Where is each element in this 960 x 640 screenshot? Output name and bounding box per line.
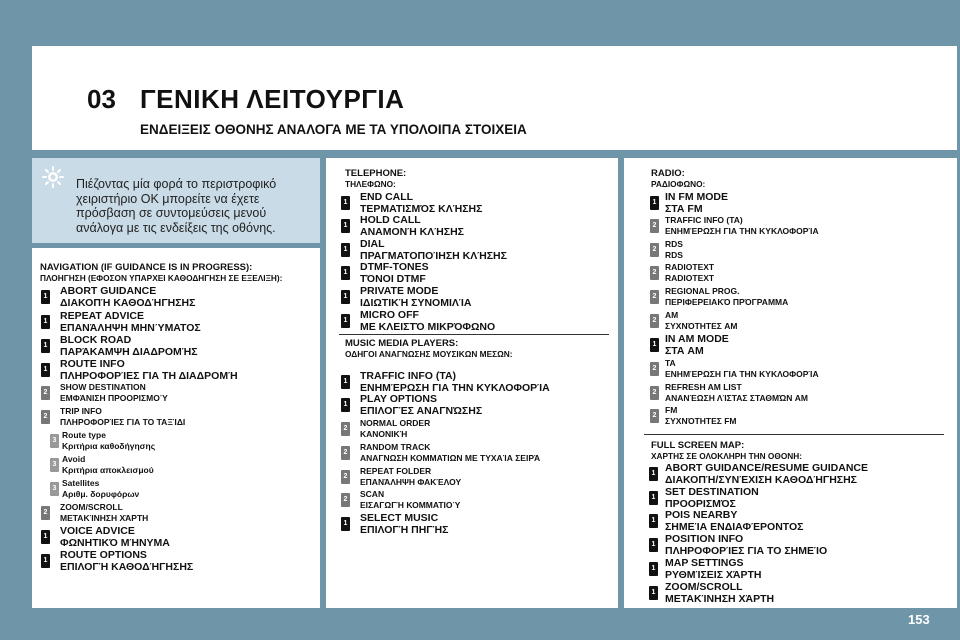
- menu-level-badge: 2: [650, 362, 659, 376]
- menu-item[interactable]: [665, 334, 729, 357]
- menu-level-badge: 1: [341, 219, 350, 233]
- menu-item[interactable]: [62, 454, 154, 476]
- menu-level-badge: 1: [649, 491, 658, 505]
- menu-item-label-gr: ΔΙΑΚΟΠΉ ΚΑΘΟΔΉΓΗΣΗΣ: [60, 296, 196, 309]
- menu-item-label-gr: ΕΝΗΜΈΡΩΣΗ ΓΙΑ ΤΗΝ ΚΥΚΛΟΦΟΡΊΑ: [665, 369, 819, 379]
- menu-level-badge: 2: [41, 410, 50, 424]
- menu-item-label-en: IN AM MODE: [665, 333, 729, 345]
- menu-level-badge: 1: [341, 290, 350, 304]
- page-subtitle: ΕΝΔΕΙΞΕΙΣ ΟΘΟΝΗΣ ΑΝΑΛΟΓΑ ΜΕ ΤΑ ΥΠΟΛΟΙΠΑ ΣΤΟΙΧΕΙΑ: [140, 122, 527, 137]
- menu-item[interactable]: [360, 215, 464, 238]
- menu-item-label-gr: ΠΑΡΆΚΑΜΨΗ ΔΙΑΔΡΟΜΉΣ: [60, 345, 198, 358]
- menu-item-label-gr: ΠΛΗΡΟΦΟΡΊΕΣ ΓΙΑ ΤΟ ΣΗΜΕΊΟ: [665, 544, 828, 557]
- menu-item-label-en: Route type: [62, 430, 106, 440]
- menu-item[interactable]: [665, 310, 737, 332]
- menu-item-label-en: NORMAL ORDER: [360, 418, 431, 428]
- menu-item-label-en: MAP SETTINGS: [665, 557, 744, 569]
- menu-level-badge: 1: [41, 290, 50, 304]
- menu-item-label-gr: RDS: [665, 250, 683, 260]
- menu-item[interactable]: [360, 262, 429, 285]
- menu-item[interactable]: [665, 582, 774, 605]
- menu-item-label-en: ZOOM/SCROLL: [665, 581, 743, 593]
- menu-item-label-gr: ΑΝΑΝΈΩΣΗ ΛΊΣΤΑΣ ΣΤΑΘΜΏΝ AM: [665, 393, 808, 403]
- menu-item-label-en: RANDOM TRACK: [360, 442, 431, 452]
- menu-item-label-en: AM: [665, 310, 679, 320]
- navigation-section-title: [40, 262, 282, 284]
- menu-item-label-gr: ΣΤΑ AM: [665, 344, 704, 357]
- page-title: ΓΕΝΙΚΗ ΛΕΙΤΟΥΡΓΙΑ: [140, 84, 405, 114]
- section-title-gr: ΡΑΔΙΟΦΩΝΟ:: [651, 179, 706, 189]
- menu-item-label-en: ABORT GUIDANCE/RESUME GUIDANCE: [665, 462, 869, 474]
- menu-item[interactable]: [60, 550, 193, 573]
- telephone-section-title: [345, 168, 406, 190]
- menu-level-badge: 2: [650, 243, 659, 257]
- menu-item[interactable]: [62, 478, 139, 500]
- music-section-title: [345, 338, 513, 360]
- menu-item[interactable]: [665, 262, 714, 284]
- page-header: [32, 46, 957, 150]
- menu-item-label-gr: ΜΕ ΚΛΕΙΣΤΌ ΜΙΚΡΌΦΩΝΟ: [360, 320, 496, 333]
- menu-item-label-gr: ΤΌΝΟΙ DTMF: [360, 272, 426, 285]
- menu-item[interactable]: [62, 430, 155, 452]
- menu-item-label-gr: ΡΥΘΜΊΣΕΙΣ ΧΆΡΤΗ: [665, 568, 762, 581]
- menu-item[interactable]: [360, 442, 540, 464]
- menu-item-label-en: REPEAT FOLDER: [360, 466, 432, 476]
- section-title-gr: ΤΗΛΕΦΩΝΟ:: [345, 179, 396, 189]
- menu-item-label-en: RDS: [665, 239, 683, 249]
- menu-item[interactable]: [665, 239, 683, 261]
- section-title-gr: ΧΑΡΤΗΣ ΣΕ ΟΛΟΚΛΗΡΗ ΤΗΝ ΟΘΟΝΗ:: [651, 451, 803, 461]
- menu-item-label-en: MICRO OFF: [360, 309, 419, 321]
- menu-item-label-en: ROUTE INFO: [60, 358, 125, 370]
- menu-level-badge: 1: [341, 243, 350, 257]
- menu-item-label-en: TRAFFIC INFO (TA): [360, 370, 457, 382]
- menu-item-label-en: SET DESTINATION: [665, 486, 759, 498]
- menu-item-label-en: Avoid: [62, 454, 86, 464]
- menu-item-label-en: TRAFFIC INFO (TA): [665, 215, 743, 225]
- menu-level-badge: 1: [341, 266, 350, 280]
- menu-item-label-gr: ΕΜΦΆΝΙΣΗ ΠΡΟΟΡΙΣΜΟΎ: [60, 393, 168, 403]
- menu-item[interactable]: [665, 382, 808, 404]
- menu-item[interactable]: [360, 286, 471, 309]
- menu-item-label-gr: ΜΕΤΑΚΊΝΗΣΗ ΧΆΡΤΗ: [60, 513, 149, 523]
- menu-item-label-en: POIS NEARBY: [665, 509, 738, 521]
- menu-level-badge: 1: [341, 314, 350, 328]
- menu-level-badge: 2: [650, 386, 659, 400]
- menu-level-badge: 2: [650, 266, 659, 280]
- menu-item[interactable]: [60, 502, 148, 524]
- menu-level-badge: 3: [50, 458, 59, 472]
- menu-item-label-en: BLOCK ROAD: [60, 334, 132, 346]
- menu-item-label-en: REGIONAL PROG.: [665, 286, 740, 296]
- menu-level-badge: 1: [650, 196, 659, 210]
- menu-item-label-gr: ΕΝΗΜΈΡΩΣΗ ΓΙΑ ΤΗΝ ΚΥΚΛΟΦΟΡΊΑ: [360, 381, 550, 394]
- menu-level-badge: 2: [341, 422, 350, 436]
- menu-item-label-gr: ΣΤΑ FM: [665, 202, 703, 215]
- menu-level-badge: 1: [341, 398, 350, 412]
- chapter-number: 03: [87, 84, 116, 114]
- menu-item-label-gr: ΠΛΗΡΟΦΟΡΊΕΣ ΓΙΑ ΤΗ ΔΙΑΔΡΟΜΉ: [60, 369, 238, 382]
- menu-level-badge: 2: [650, 219, 659, 233]
- menu-item-label-gr: ΣΗΜΕΊΑ ΕΝΔΙΑΦΈΡΟΝΤΟΣ: [665, 520, 804, 533]
- menu-level-badge: 2: [341, 470, 350, 484]
- divider: [644, 434, 944, 435]
- menu-item-label-en: PLAY OPTIONS: [360, 393, 438, 405]
- menu-level-badge: 1: [41, 339, 50, 353]
- menu-item-label-gr: ΕΝΗΜΈΡΩΣΗ ΓΙΑ ΤΗΝ ΚΥΚΛΟΦΟΡΊΑ: [665, 226, 819, 236]
- menu-item-label-gr: ΦΩΝΗΤΙΚΌ ΜΉΝΥΜΑ: [60, 536, 170, 549]
- menu-item-label-gr: RADIOTEXT: [665, 273, 715, 283]
- section-title-en: MUSIC MEDIA PLAYERS:: [345, 338, 459, 349]
- menu-level-badge: 3: [50, 434, 59, 448]
- menu-item[interactable]: [60, 406, 185, 428]
- menu-level-badge: 2: [41, 386, 50, 400]
- menu-item[interactable]: [60, 335, 198, 358]
- menu-item[interactable]: [60, 382, 168, 404]
- menu-level-badge: 1: [41, 530, 50, 544]
- section-title-gr: ΠΛΟΗΓΗΣΗ (ΕΦΟΣΟΝ ΥΠΑΡΧΕΙ ΚΑΘΟΔΗΓΗΣΗ ΣΕ ΕΞΕΛΙΞΗ):: [40, 273, 283, 283]
- menu-item[interactable]: [60, 286, 195, 309]
- menu-item-label-gr: ΑΝΑΜΟΝΉ ΚΛΉΣΗΣ: [360, 225, 464, 238]
- menu-level-badge: 1: [650, 338, 659, 352]
- menu-item-label-en: DTMF-TONES: [360, 261, 429, 273]
- menu-item-label-en: RADIOTEXT: [665, 262, 715, 272]
- menu-item[interactable]: [360, 513, 448, 536]
- tip-text: Πιέζοντας μία φορά το περιστροφικό χειριστήριο OK μπορείτε να έχετε πρόσβαση σε συντομεύσεις μενού ανάλογα με τις ενδείξεις της οθόνης.: [76, 177, 277, 235]
- menu-item[interactable]: [665, 510, 803, 533]
- menu-item-label-gr: ΕΙΣΑΓΩΓΉ ΚΟΜΜΑΤΙΟΎ: [360, 500, 461, 510]
- menu-item-label-gr: ΚΑΝΟΝΙΚΉ: [360, 429, 408, 439]
- menu-item-label-gr: ΕΠΑΝΆΛΗΨΗ ΦΑΚΈΛΟΥ: [360, 477, 462, 487]
- menu-item[interactable]: [360, 371, 550, 394]
- menu-item-label-en: TRIP INFO: [60, 406, 102, 416]
- menu-item-label-en: ABORT GUIDANCE: [60, 285, 157, 297]
- page-number: 153: [908, 612, 930, 627]
- menu-item[interactable]: [360, 310, 495, 333]
- menu-item-label-gr: ΔΙΑΚΟΠΉ/ΣΥΝΈΧΙΣΗ ΚΑΘΟΔΉΓΗΣΗΣ: [665, 473, 857, 486]
- menu-item-label-en: ZOOM/SCROLL: [60, 502, 123, 512]
- menu-level-badge: 1: [649, 586, 658, 600]
- menu-item[interactable]: [60, 526, 170, 549]
- menu-item-label-en: POSITION INFO: [665, 533, 744, 545]
- menu-item[interactable]: [665, 358, 819, 380]
- menu-item-label-en: Satellites: [62, 478, 100, 488]
- menu-level-badge: 1: [341, 517, 350, 531]
- menu-item-label-gr: ΕΠΙΛΟΓΈΣ ΑΝΑΓΝΏΣΗΣ: [360, 404, 483, 417]
- tip-box: [32, 158, 320, 243]
- fullmap-section-title: [651, 440, 802, 462]
- section-title-en: NAVIGATION (IF GUIDANCE IS IN PROGRESS):: [40, 262, 253, 273]
- menu-item-label-en: ROUTE OPTIONS: [60, 549, 147, 561]
- menu-item[interactable]: [665, 463, 868, 486]
- menu-level-badge: 1: [341, 196, 350, 210]
- menu-item-label-en: VOICE ADVICE: [60, 525, 135, 537]
- menu-item-label-gr: ΤΕΡΜΑΤΙΣΜΌΣ ΚΛΉΣΗΣ: [360, 202, 483, 215]
- menu-item-label-gr: ΑΝΑΓΝΩΣΗ ΚΟΜΜΑΤΙΩΝ ΜΕ ΤΥΧΑΊΑ ΣΕΙΡΆ: [360, 453, 541, 463]
- menu-item[interactable]: [360, 489, 460, 511]
- menu-level-badge: 2: [341, 446, 350, 460]
- menu-item[interactable]: [360, 192, 482, 215]
- section-title-en: RADIO:: [651, 168, 685, 179]
- menu-item-label-gr: ΣΥΧΝΌΤΗΤΕΣ AM: [665, 321, 738, 331]
- divider: [339, 334, 609, 335]
- menu-item-label-en: HOLD CALL: [360, 214, 421, 226]
- menu-item-label-en: REFRESH AM LIST: [665, 382, 742, 392]
- menu-level-badge: 2: [41, 506, 50, 520]
- menu-level-badge: 2: [650, 290, 659, 304]
- menu-item-label-gr: ΠΕΡΙΦΕΡΕΙΑΚΌ ΠΡΌΓΡΑΜΜΑ: [665, 297, 789, 307]
- menu-item[interactable]: [665, 286, 788, 308]
- menu-item-label-gr: ΕΠΑΝΆΛΗΨΗ ΜΗΝΎΜΑΤΟΣ: [60, 321, 201, 334]
- menu-item-label-gr: ΜΕΤΑΚΊΝΗΣΗ ΧΆΡΤΗ: [665, 592, 775, 605]
- menu-item-label-gr: ΣΥΧΝΌΤΗΤΕΣ FM: [665, 416, 737, 426]
- menu-item[interactable]: [360, 418, 430, 440]
- menu-item-label-en: END CALL: [360, 191, 414, 203]
- menu-item-label-en: IN FM MODE: [665, 191, 728, 203]
- menu-item-label-gr: Κριτήρια αποκλεισμού: [62, 465, 154, 475]
- menu-item-label-gr: ΠΡΑΓΜΑΤΟΠΟΊΗΣΗ ΚΛΉΣΗΣ: [360, 249, 507, 262]
- menu-item[interactable]: [665, 487, 759, 510]
- menu-item-label-gr: ΠΛΗΡΟΦΟΡΊΕΣ ΓΙΑ ΤΟ ΤΑΞΊΔΙ: [60, 417, 186, 427]
- menu-level-badge: 1: [649, 538, 658, 552]
- menu-item-label-gr: Κριτήρια καθοδήγησης: [62, 441, 156, 451]
- menu-item-label-en: REPEAT ADVICE: [60, 310, 145, 322]
- menu-level-badge: 1: [341, 375, 350, 389]
- menu-item[interactable]: [665, 215, 819, 237]
- radio-section-title: [651, 168, 705, 190]
- menu-item-label-en: SCAN: [360, 489, 385, 499]
- menu-item[interactable]: [360, 394, 482, 417]
- menu-item[interactable]: [665, 192, 728, 215]
- menu-item[interactable]: [60, 311, 201, 334]
- menu-level-badge: 3: [50, 482, 59, 496]
- menu-item-label-gr: ΕΠΙΛΟΓΉ ΚΑΘΟΔΉΓΗΣΗΣ: [60, 560, 194, 573]
- menu-level-badge: 1: [41, 363, 50, 377]
- menu-level-badge: 1: [649, 467, 658, 481]
- menu-item-label-en: TA: [665, 358, 676, 368]
- menu-item[interactable]: [665, 534, 827, 557]
- menu-item-label-gr: ΕΠΙΛΟΓΉ ΠΗΓΉΣ: [360, 523, 449, 536]
- menu-item[interactable]: [60, 359, 238, 382]
- menu-level-badge: 1: [649, 562, 658, 576]
- menu-level-badge: 1: [41, 315, 50, 329]
- sun-bulb-icon: [42, 166, 64, 188]
- menu-item-label-gr: Αριθμ. δορυφόρων: [62, 489, 140, 499]
- menu-level-badge: 1: [41, 554, 50, 568]
- section-title-en: FULL SCREEN MAP:: [651, 440, 745, 451]
- menu-level-badge: 2: [650, 409, 659, 423]
- menu-item-label-en: SHOW DESTINATION: [60, 382, 146, 392]
- section-title-gr: ΟΔΗΓΟΙ ΑΝΑΓΝΩΣΗΣ ΜΟΥΣΙΚΩΝ ΜΕΣΩΝ:: [345, 349, 513, 359]
- menu-item[interactable]: [665, 558, 762, 581]
- menu-item-label-gr: ΙΔΙΩΤΙΚΉ ΣΥΝΟΜΙΛΊΑ: [360, 296, 472, 309]
- menu-item-label-en: FM: [665, 405, 678, 415]
- menu-level-badge: 1: [649, 514, 658, 528]
- menu-item[interactable]: [360, 466, 461, 488]
- menu-item-label-en: DIAL: [360, 238, 385, 250]
- section-title-en: TELEPHONE:: [345, 168, 407, 179]
- menu-item-label-en: PRIVATE MODE: [360, 285, 439, 297]
- menu-level-badge: 2: [341, 493, 350, 507]
- menu-item-label-gr: ΠΡΟΟΡΙΣΜΌΣ: [665, 497, 736, 510]
- menu-item[interactable]: [360, 239, 507, 262]
- menu-level-badge: 2: [650, 314, 659, 328]
- menu-item[interactable]: [665, 405, 737, 427]
- menu-item-label-en: SELECT MUSIC: [360, 512, 439, 524]
